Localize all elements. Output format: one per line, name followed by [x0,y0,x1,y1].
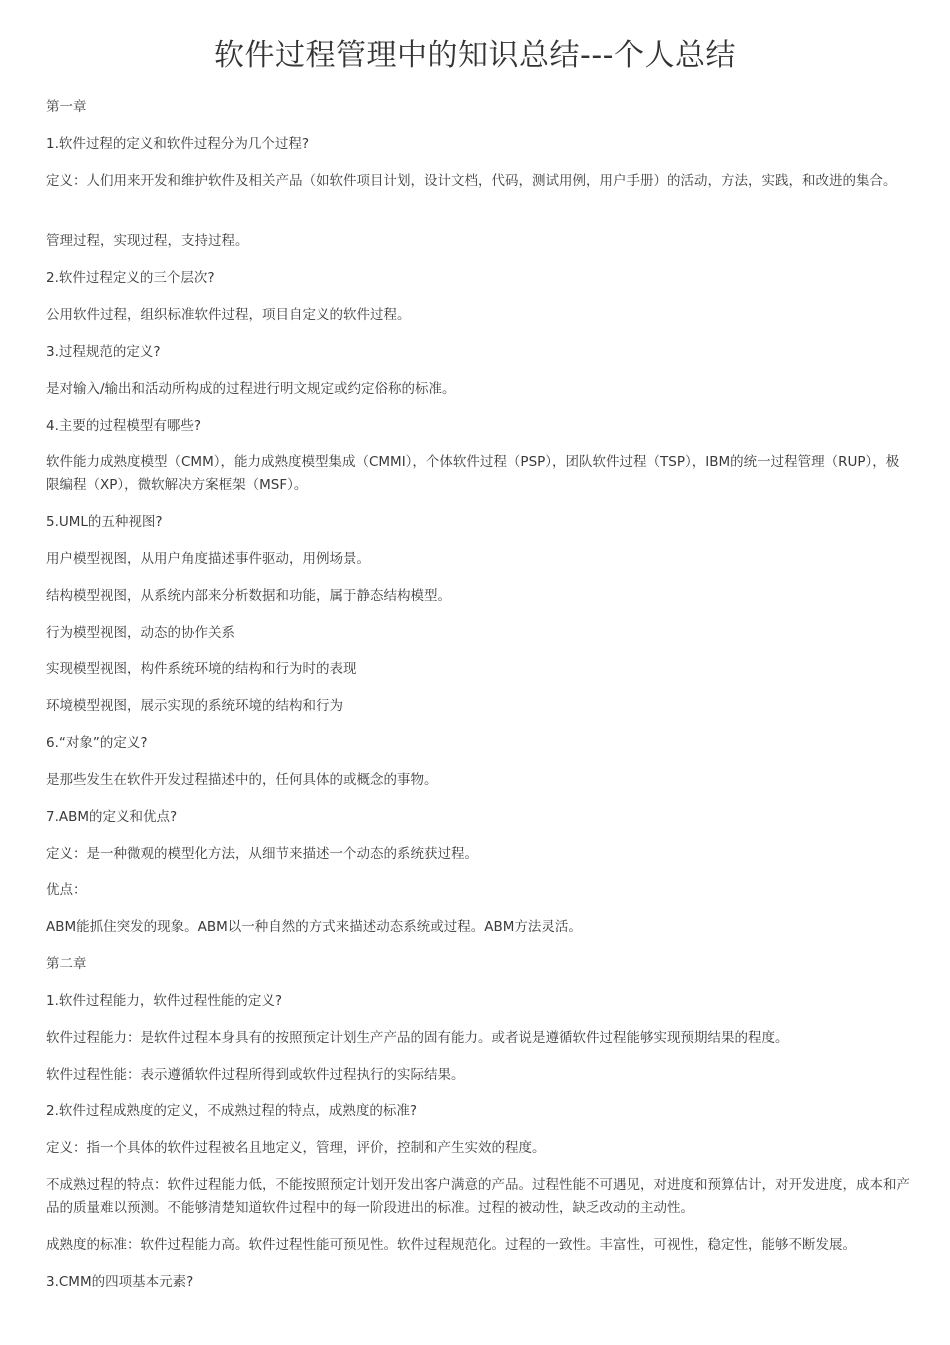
paragraph: 定义：是一种微观的模型化方法，从细节来描述一个动态的系统获过程。 [46,846,478,862]
paragraph: 是对输入/输出和活动所构成的过程进行明文规定或约定俗称的标准。 [46,381,456,397]
question-heading: 5.UML的五种视图? [46,514,163,530]
paragraph: 公用软件过程，组织标准软件过程，项目自定义的软件过程。 [46,307,411,323]
paragraph: 管理过程，实现过程，支持过程。 [46,233,249,249]
paragraph: 用户模型视图，从用户角度描述事件驱动，用例场景。 [46,551,370,567]
paragraph: ABM能抓住突发的现象。ABM以一种自然的方式来描述动态系统或过程。ABM方法灵活。 [46,919,582,935]
question-heading: 2.软件过程成熟度的定义，不成熟过程的特点，成熟度的标准? [46,1103,418,1119]
paragraph: 环境模型视图，展示实现的系统环境的结构和行为 [46,698,343,714]
chapter-heading: 第一章 [46,99,87,115]
question-heading: 4.主要的过程模型有哪些? [46,418,202,434]
question-heading: 3.CMM的四项基本元素? [46,1274,194,1290]
paragraph: 软件过程性能：表示遵循软件过程所得到或软件过程执行的实际结果。 [46,1067,465,1083]
paragraph: 定义：指一个具体的软件过程被名且地定义，管理，评价，控制和产生实效的程度。 [46,1140,546,1156]
paragraph: 优点： [46,882,87,898]
question-heading: 3.过程规范的定义? [46,344,161,360]
paragraph: 定义：人们用来开发和维护软件及相关产品（如软件项目计划，设计文档，代码，测试用例，用户手册）的活动，方法，实践，和改进的集合。 [46,173,897,189]
question-heading: 2.软件过程定义的三个层次? [46,270,215,286]
paragraph: 软件能力成熟度模型（CMM），能力成熟度模型集成（CMMI），个体软件过程（PSP），团队软件过程（TSP），IBM的统一过程管理（RUP），极限编程（XP），微软解决方案框架（MSF）。 [46,454,900,493]
paragraph: 成熟度的标准：软件过程能力高。软件过程性能可预见性。软件过程规范化。过程的一致性。丰富性，可视性，稳定性，能够不断发展。 [46,1237,856,1253]
paragraph: 不成熟过程的特点：软件过程能力低，不能按照预定计划开发出客户满意的产品。过程性能不可遇见，对进度和预算估计，对开发进度，成本和产品的质量难以预测。不能够清楚知道软件过程中的每一阶段进出的标准。过程的被动性，缺乏改动的主动性。 [46,1177,910,1216]
chapter-heading: 第二章 [46,956,87,972]
question-heading: 1.软件过程能力，软件过程性能的定义? [46,993,283,1009]
question-heading: 7.ABM的定义和优点? [46,809,178,825]
paragraph: 行为模型视图，动态的协作关系 [46,625,235,641]
paragraph: 结构模型视图，从系统内部来分析数据和功能，属于静态结构模型。 [46,588,451,604]
page-title: 软件过程管理中的知识总结---个人总结 [214,38,736,73]
question-heading: 6.“对象”的定义? [46,735,148,751]
paragraph: 软件过程能力：是软件过程本身具有的按照预定计划生产产品的固有能力。或者说是遵循软件过程能够实现预期结果的程度。 [46,1030,789,1046]
paragraph: 实现模型视图，构件系统环境的结构和行为时的表现 [46,661,357,677]
paragraph: 是那些发生在软件开发过程描述中的，任何具体的或概念的事物。 [46,772,438,788]
question-heading: 1.软件过程的定义和软件过程分为几个过程? [46,136,310,152]
